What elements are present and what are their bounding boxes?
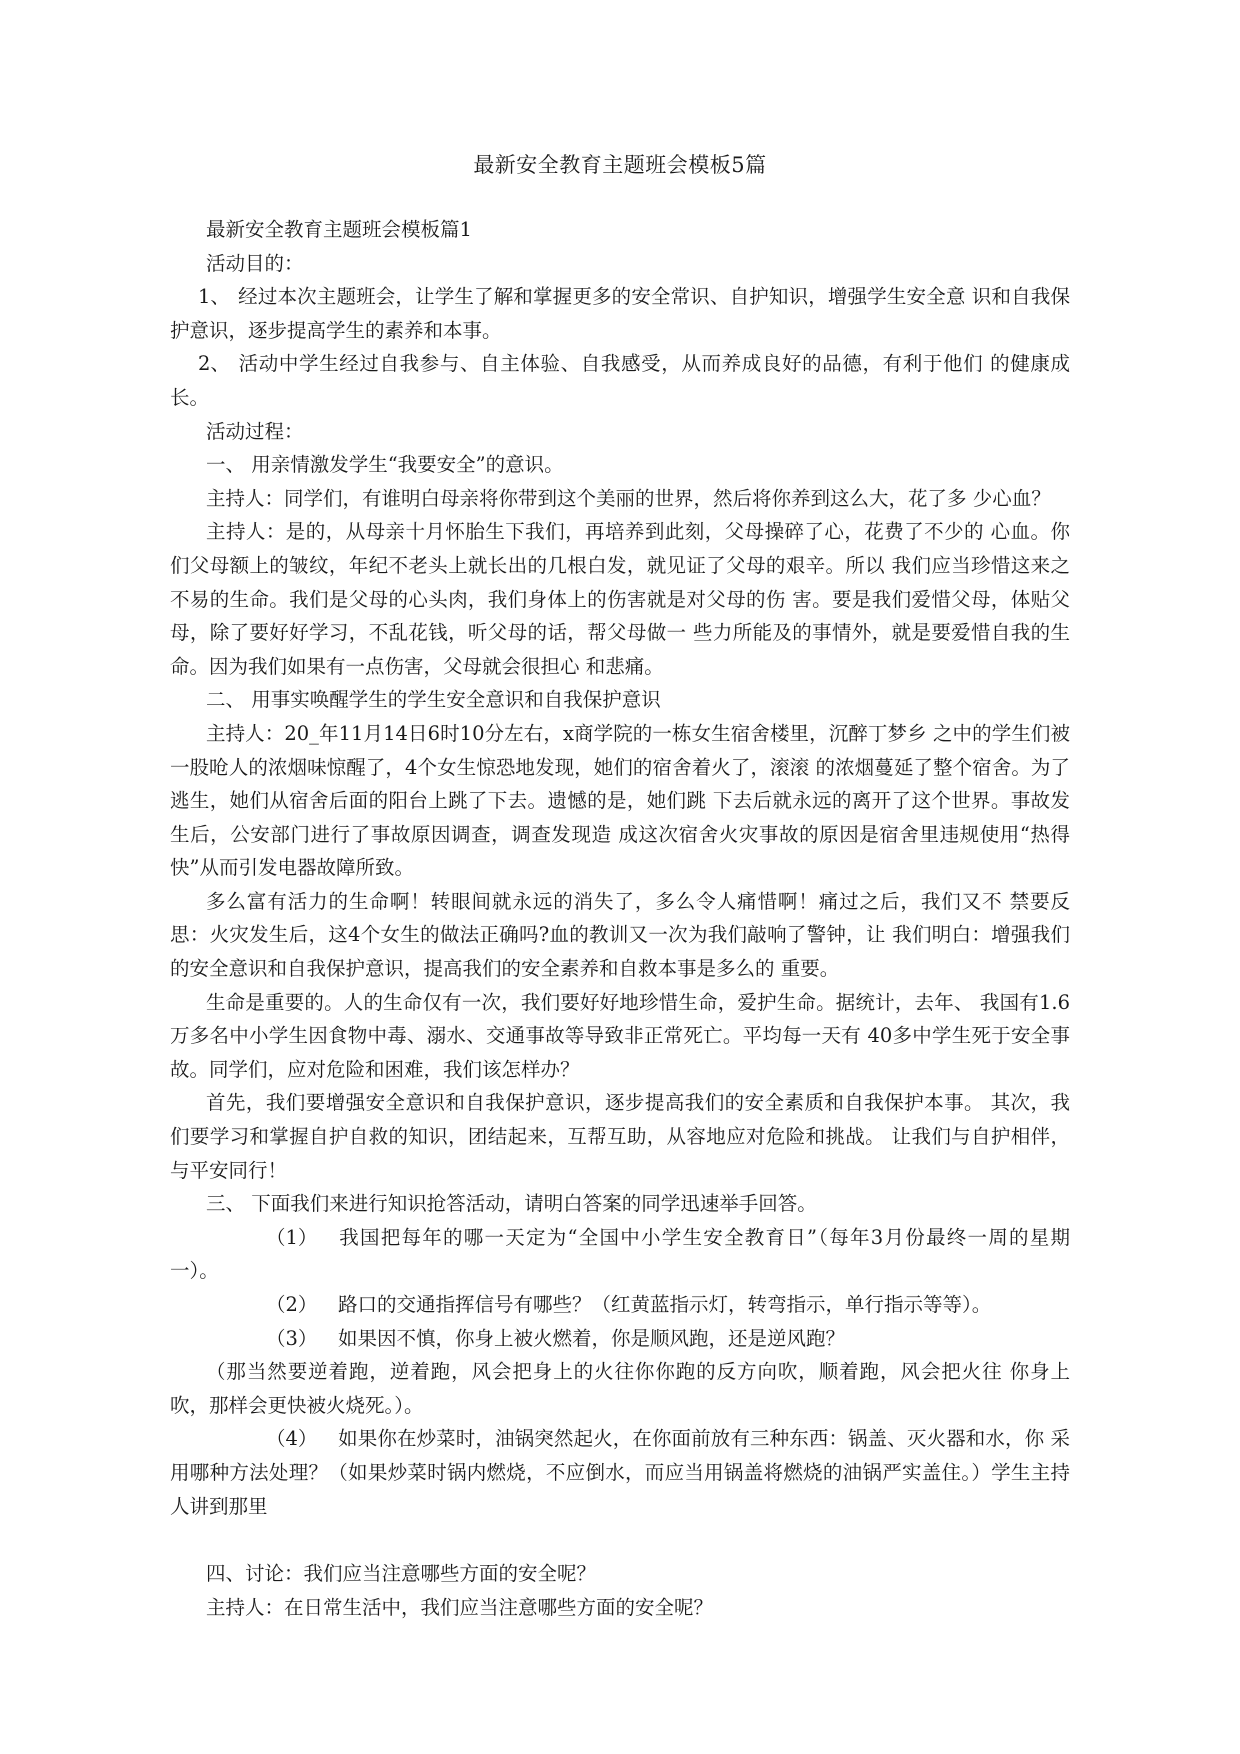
answer-paragraph: （那当然要逆着跑，逆着跑，风会把身上的火往你你跑的反方向吹，顺着跑，风会把火往 你身上吹，那样会更快被火烧死。）。 <box>170 1360 1070 1417</box>
question-number: （3） <box>266 1326 318 1350</box>
section-four: 四、讨论：我们应当注意哪些方面的安全呢？ <box>206 1562 597 1586</box>
section-three: 三、 下面我们来进行知识抢答活动，请明白答案的同学迅速举手回答。 <box>206 1192 817 1216</box>
question-item <box>170 1221 1070 1288</box>
question-number: （2） <box>266 1293 318 1316</box>
goal-item <box>170 280 1070 347</box>
host-paragraph: 主持人：是的，从母亲十月怀胎生下我们，再培养到此刻，父母操碎了心，花费了不少的 心血。你们父母额上的皱纹，年纪不老头上就长出的几根白发，就见证了父母的艰辛。所以 我们应当珍惜这来之不易的生命。我们是父母的心头肉，我们身体上的伤害就是对父母的伤 害。要是我们爱惜父母，体贴父母，除了要好好学习，不乱花钱，听父母的话，帮父母做一 些力所能及的事情外，就是要爱惜自我的生命。因为我们如果有一点伤害，父母就会很担心 和悲痛。 <box>170 520 1070 678</box>
reflection-paragraph: 多么富有活力的生命啊！转眼间就永远的消失了，多么令人痛惜啊！痛过之后，我们又不 禁要反思：火灾发生后，这4个女生的做法正确吗?血的教训又一次为我们敲响了警钟，让 我们明白：增强我们的安全意识和自我保护意识，提高我们的安全素养和自救本事是多么的 重要。 <box>170 889 1070 981</box>
question-text: 如果因不慎，你身上被火燃着，你是顺风跑，还是逆风跑？ <box>338 1326 846 1350</box>
question-item <box>170 1422 1070 1523</box>
goal-text: 经过本次主题班会，让学生了解和掌握更多的安全常识、自护知识，增强学生安全意 识和自我保护意识，逐步提高学生的素养和本事。 <box>170 285 1070 342</box>
question-text: 我国把每年的哪一天定为“全国中小学生安全教育日”（每年3月份最终一周的星期 一）。 <box>170 1225 1070 1283</box>
question-item <box>170 1322 1070 1356</box>
question-number: （4） <box>266 1427 318 1451</box>
question-text: 路口的交通指挥信号有哪些？（红黄蓝指示灯，转弯指示，单行指示等等）。 <box>338 1293 992 1316</box>
question-item <box>170 1288 1070 1322</box>
section-two: 二、 用事实唤醒学生的学生安全意识和自我保护意识 <box>206 688 661 712</box>
question-number: （1） <box>266 1225 318 1249</box>
host-paragraph: 主持人：同学们，有谁明白母亲将你带到这个美丽的世界，然后将你养到这么大，花了多 少心血？ <box>206 486 1051 510</box>
goal-item <box>170 347 1070 414</box>
paragraph-gap <box>170 1523 1070 1557</box>
first-paragraph: 首先，我们要增强安全意识和自我保护意识，逐步提高我们的安全素质和自我保护本事。 其次，我们要学习和掌握自护自救的知识，团结起来，互帮互助，从容地应对危险和挑战。 让我们与自护相伴，与平安同行！ <box>170 1091 1070 1182</box>
host-paragraph: 主持人：20_年11月14日6时10分左右，x商学院的一栋女生宿舍楼里，沉醉丁梦乡 之中的学生们被一股呛人的浓烟味惊醒了，4个女生惊恐地发现，她们的宿舍着火了，滚滚 的浓烟蔓延了整个宿舍。为了逃生，她们从宿舍后面的阳台上跳了下去。遗憾的是，她们跳 下去后就永远的离开了这个世界。事故发生后，公安部门进行了事故原因调查，调查发现造 成这次宿舍火灾事故的原因是宿舍里违规使用“热得快”从而引发电器故障所致。 <box>170 721 1070 880</box>
goal-number: 2、 <box>198 352 230 376</box>
document-body <box>170 213 1070 1624</box>
goal-text: 活动中学生经过自我参与、自主体验、自我感受，从而养成良好的品德，有利于他们 的健康成长。 <box>170 352 1070 409</box>
section-heading: 最新安全教育主题班会模板篇1 <box>206 218 472 241</box>
goal-number: 1、 <box>198 285 230 309</box>
process-label: 活动过程： <box>206 419 304 443</box>
section-one: 一、 用亲情激发学生“我要安全”的意识。 <box>206 453 564 477</box>
life-paragraph: 生命是重要的。人的生命仅有一次，我们要好好地珍惜生命，爱护生命。据统计，去年、 我国有1.6万多名中小学生因食物中毒、溺水、交通事故等导致非正常死亡。平均每一天有 40多中学生死于安全事故。同学们，应对危险和困难，我们该怎样办？ <box>170 990 1070 1081</box>
question-text: 如果你在炒菜时，油锅突然起火，在你面前放有三种东西：锅盖、灭火器和水，你 采用哪种方法处理？（如果炒菜时锅内燃烧，不应倒水，而应当用锅盖将燃烧的油锅严实盖住。）学生主持人讲到那里 <box>170 1427 1070 1518</box>
document-title: 最新安全教育主题班会模板5篇 <box>473 153 767 177</box>
purpose-label: 活动目的： <box>206 251 304 275</box>
host-paragraph: 主持人：在日常生活中，我们应当注意哪些方面的安全呢？ <box>206 1595 714 1619</box>
